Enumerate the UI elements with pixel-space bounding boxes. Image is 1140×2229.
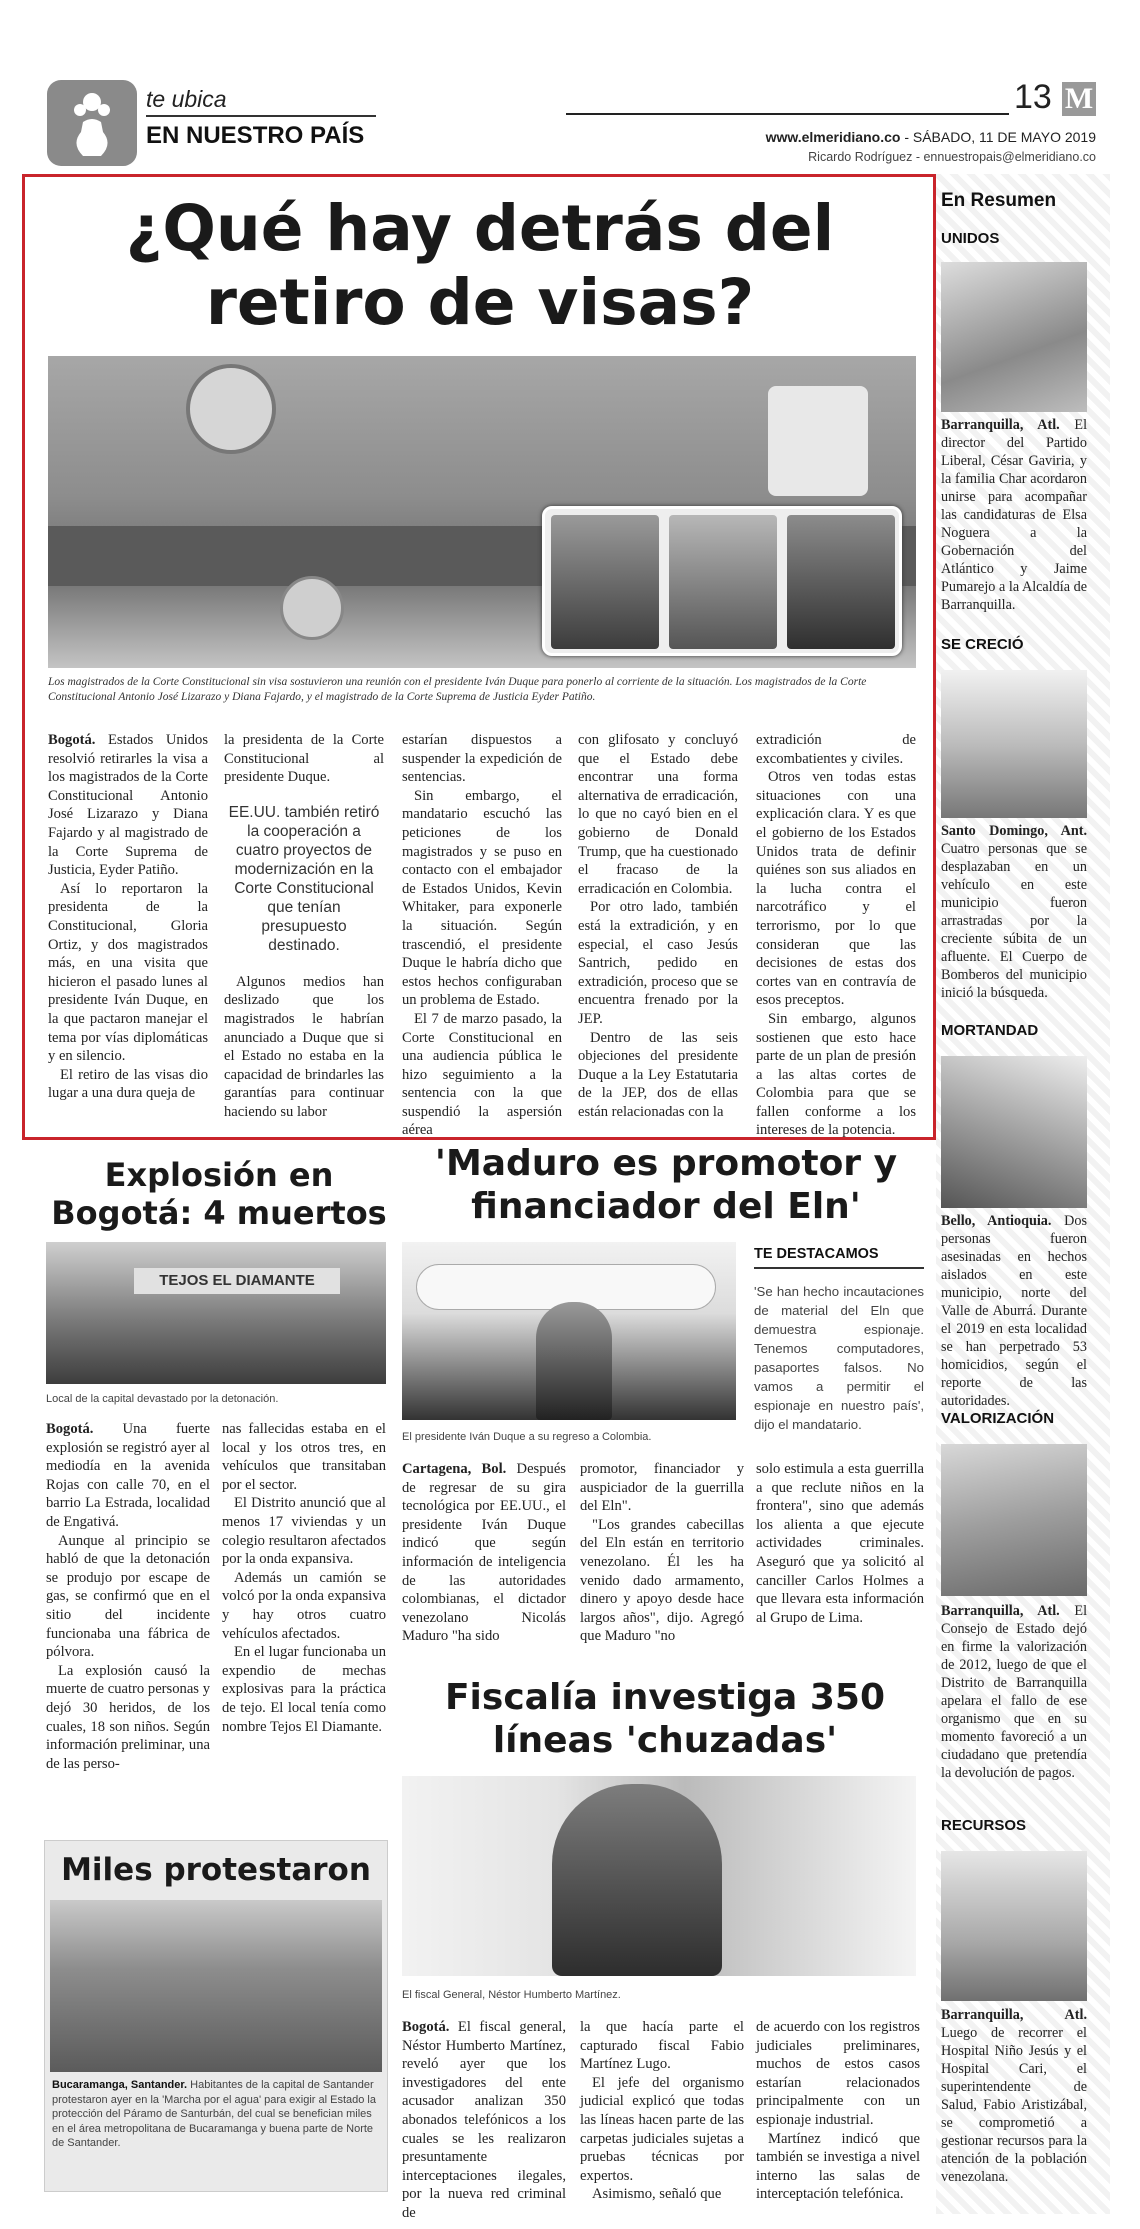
paragraph: Estados Unidos resolvió retirarles la visa a los magistrados de la Corte Constitucional Antonio José Lizarazo y Diana Fajardo y al magistrado de la Corte Suprema de Justicia, Eyder Patiño.: [48, 732, 208, 879]
sidebar-photo-mortandad: [941, 1056, 1087, 1208]
maduro-headline: 'Maduro es promotor y financiador del Eln': [434, 1143, 898, 1227]
sidebar-heading-valorizacion: VALORIZACIÓN: [941, 1410, 1055, 1427]
sidebar-text-unidos: Barranquilla, Atl. El director del Partido Liberal, César Gaviria, y la familia Char acordaron unirse para acompañar las candidaturas de Elsa Noguera a la Gobernación del Atlántico y Jaime Pumarejo a la Alcaldía de Barranquilla.: [941, 417, 1088, 613]
paragraph: con glifosato y concluyó que el Estado debe encontrar una forma alternativa de erradicación, lo que no cayó bien en el gobierno de Donald Trump, que ha cuestionado el fracaso de la erradicación en Colombia.: [578, 732, 738, 897]
paragraph: Por otro lado, también está la extradición, y en especial, el caso Jesús Santrich, pedido en extradición, proceso que se encuentra frenado por la JEP.: [578, 899, 738, 1027]
editor-line: Ricardo Rodríguez - ennuestropais@elmeridiano.co: [808, 150, 1096, 164]
paragraph: El 7 de marzo pasado, la Corte Constitucional en una audiencia pública le hizo seguimiento a la sentencia con la que suspendió la aspersión aérea: [402, 1010, 562, 1139]
section-kicker: te ubica: [146, 86, 227, 112]
paragraph: Asimismo, señaló que: [592, 2186, 722, 2203]
paragraph: la presidenta de la Corte Constitucional al presidente Duque.: [224, 732, 384, 786]
desk-seal: [280, 576, 344, 640]
issue-date: - SÁBADO, 11 DE MAYO 2019: [900, 129, 1096, 145]
pull-quote: EE.UU. también retiró la cooperación a cuatro proyectos de modernización en la Corte Constitucional que tenían presupuesto destinado.: [228, 803, 380, 954]
portrait-patino: [787, 515, 895, 649]
paragraph: nas fallecidas estaba en el local y los otros tres, en vehículos que transitaban por el sector.: [222, 1421, 386, 1493]
site-url[interactable]: www.elmeridiano.co: [765, 129, 901, 145]
explosion-headline: Explosión en Bogotá: 4 muertos: [51, 1156, 387, 1232]
storefront-sign: [134, 1268, 340, 1294]
paragraph: la que hacía parte el capturado fiscal Fabio Martínez Lugo.: [580, 2019, 744, 2073]
main-col-1: [48, 731, 208, 1126]
sidebar-title: En Resumen: [941, 190, 1057, 211]
sidebar-text-se-crecio: Santo Domingo, Ant. Cuatro personas que se desplazaban en un vehículo en este municipio fueron arrastradas por la creciente súbita de un afluente. El Cuerpo de Bomberos del municipio inició la búsqueda.: [941, 823, 1087, 1001]
paragraph: Otros ven todas estas situaciones con una explicación clara. Y es que el gobierno de los Estados Unidos trata de definir quiénes son sus aliados en la lucha contra el narcotráfico y el terrorismo, por lo que consideran que las decisiones de estas dos cortes van en contravía de esos preceptos.: [756, 769, 916, 1009]
maduro-col-2: [580, 1460, 744, 1646]
duque-figure: [536, 1302, 612, 1420]
paragraph: El jefe del organismo judicial explicó que todas las líneas hacen parte de las carpetas judiciales sujetas a pruebas técnicas por expertos.: [580, 2074, 744, 2184]
header-rule: [566, 113, 1009, 115]
caption-text: Habitantes de la capital de Santander protestaron ayer en la 'Marcha por el agua' para exigir al Estado la protección del Páramo de Santurbán, del cual se benefician miles en el área metropolitana de Bucaramanga y buena parte de Norte de Santander.: [52, 2079, 376, 2149]
sidebar-text-mortandad: Bello, Antioquia. Dos personas fueron asesinadas en hechos aislados en este municipio, norte del Valle de Aburrá. Durante el 2019 en esta localidad se han perpetrado 53 homicidios, según el reporte de las autoridades.: [941, 1213, 1087, 1409]
portrait-lizarazo: [551, 515, 659, 649]
dateline-lead: Bogotá.: [402, 2019, 450, 2035]
dateline: [766, 129, 1096, 145]
main-photo: [48, 356, 916, 668]
fiscalia-col-2: [580, 2018, 744, 2214]
dateline-lead: Bogotá.: [46, 1421, 94, 1437]
main-photo-caption: Los magistrados de la Corte Constitucional sin visa sostuvieron una reunión con el presidente Iván Duque para ponerlo al corriente de la situación. Los magistrados de la Corte Constitucional Antonio José Lizarazo y Diana Fajardo, y el magistrado de la Corte Suprema de Justicia Eyder Patiño.: [48, 676, 867, 703]
paragraph: Aunque al principio se habló de que la detonación se produjo por escape de gas, se confirmó que en el sitio del incidente funcionaba una fábrica de pólvora.: [46, 1532, 210, 1661]
sidebar-heading-recursos: RECURSOS: [941, 1817, 1027, 1834]
sidebar-photo-recursos: [941, 1851, 1087, 2001]
sidebar-text-valorizacion: Barranquilla, Atl. El Consejo de Estado dejó en firme la valorización de 2012, luego de que el Distrito de Barranquilla apelara el fallo de ese organismo que en su momento favoreció a un ciudadano que pretendía la devolución de pagos.: [941, 1603, 1088, 1781]
fiscalia-caption: El fiscal General, Néstor Humberto Martínez.: [402, 1989, 621, 2001]
main-col-5: [756, 731, 916, 1139]
court-wall-seal: [186, 364, 276, 454]
paragraph: Sin embargo, el mandatario escuchó las peticiones de los magistrados y se puso en contacto con el embajador de Estados Unidos, Kevin Whitaker, para exponerle la situación. Según trascendió, el presidente Duque le habría dicho que estos hechos configuraban un problema de Estado.: [402, 787, 562, 1009]
paragraph: Después de regresar de su gira tecnológica por EE.UU., el presidente Iván Duque indicó que según información de inteligencia de las autoridades colombianas, el dictador venezolano Nicolás Maduro "ha sido: [402, 1461, 566, 1645]
fiscalia-photo: [402, 1776, 916, 1976]
maduro-photo: [402, 1242, 736, 1420]
explosion-photo: [46, 1242, 386, 1384]
explosion-col-2: [222, 1420, 386, 1823]
paragraph: El retiro de las visas dio lugar a una dura queja de: [48, 1066, 208, 1102]
paragraph: Dentro de las seis objeciones del presidente Duque a la Ley Estatutaria de la JEP, dos de ellas están relacionadas con la: [578, 1029, 738, 1120]
page-number: 13: [1014, 78, 1052, 116]
dateline-lead: Bucaramanga, Santander.: [52, 2079, 188, 2091]
paragraph: "Los grandes cabecillas del Eln están en territorio venezolano. Él les ha venido dado armamento, dinero y apoyo desde hace largos años", dijo. Agregó que Maduro "no: [580, 1516, 744, 1645]
dateline-lead: Bogotá.: [48, 732, 96, 748]
paragraph: La explosión causó la muerte de cuatro personas y dejó 30 heridos, de los cuales, 18 son niños. Según información preliminar, una de las perso-: [46, 1662, 210, 1772]
right-banner-seal: [768, 386, 868, 496]
section-title: EN NUESTRO PAÍS: [146, 122, 365, 149]
explosion-col-1: [46, 1420, 210, 1823]
section-icon: [47, 80, 137, 166]
fiscal-portrait: [552, 1784, 722, 1976]
paragraph: El Distrito anunció que al menos 17 viviendas y un colegio resultaron afectados por la onda expansiva.: [222, 1495, 386, 1568]
sidebar-photo-se-crecio: [941, 670, 1087, 818]
main-col-3: [402, 731, 562, 1139]
sidebar-heading-se-crecio: SE CRECIÓ: [941, 636, 1024, 653]
paragraph: En el lugar funcionaba un expendio de mechas explosivas para la práctica de tejo. El local tenía como nombre Tejos El Diamante.: [222, 1644, 386, 1735]
maduro-caption: El presidente Iván Duque a su regreso a Colombia.: [402, 1431, 652, 1443]
sidebar-heading-unidos: UNIDOS: [941, 230, 1000, 247]
paragraph: Además un camión se volcó por la onda expansiva y hay otros cuatro vehículos afectados.: [222, 1569, 386, 1642]
dateline-lead: Cartagena, Bol.: [402, 1461, 507, 1477]
kicker-underline: [146, 115, 376, 117]
sidebar-heading-mortandad: MORTANDAD: [941, 1022, 1039, 1039]
fiscalia-col-3: [756, 2018, 920, 2214]
paragraph: Una fuerte explosión se registró ayer al mediodía en la avenida Rojas con calle 70, en el barrio La Estrada, localidad de Engativá.: [46, 1421, 210, 1530]
paragraph: Algunos medios han deslizado que los magistrados le habrían anunciado a Duque que si el Estado no estaba en la capacidad de brindarles las garantías para continuar haciendo su labor: [224, 973, 384, 1120]
paragraph: Así lo reportaron la presidenta de la Constitucional, Gloria Ortiz, y dos magistrados más, en una visita que hicieron el pasado lunes al presidente Iván Duque, en la que pactaron manejar el tema por vías diplomáticas y en silencio.: [48, 880, 208, 1065]
highlight-box-quote: 'Se han hecho incautaciones de material del Eln que demuestra espionaje. Tenemos computadores, pasaportes falsos. No vamos a permitir el espionaje en nuestro país', dijo el mandatario.: [754, 1284, 924, 1432]
protest-headline: Miles protestaron: [61, 1852, 371, 1888]
paragraph: estarían dispuestos a suspender la expedición de sentencias.: [402, 732, 562, 786]
sidebar-text-recursos: Barranquilla, Atl. Luego de recorrer el Hospital Niño Jesús y el Hospital Cari, el superintendente de Salud, Fabio Aristizábal, se comprometió a gestionar recursos para la atención de la población venezolana.: [941, 2007, 1087, 2185]
storefront-sign-text: TEJOS EL DIAMANTE: [159, 1272, 315, 1289]
fiscalia-headline: Fiscalía investiga 350 líneas 'chuzadas': [444, 1677, 886, 1761]
explosion-caption: Local de la capital devastado por la detonación.: [46, 1393, 279, 1405]
highlight-box-heading: TE DESTACAMOS: [754, 1246, 879, 1262]
vase-icon: [47, 80, 137, 166]
portrait-fajardo: [669, 515, 777, 649]
paragraph: Sin embargo, algunos sostienen que esto hace parte de un plan de presión a las altas cortes de Colombia para que se fallen conforme a los intereses de la potencia.: [756, 1010, 916, 1139]
sidebar-photo-valorizacion: [941, 1444, 1087, 1596]
sidebar-photo-unidos: [941, 262, 1087, 412]
paragraph: solo estimula a esta guerrilla a que reclute niños en la frontera", sino que además los alienta a que ejecute actividades criminales. Aseguró que ya solicitó al canciller Carlos Holmes a que llevara esta información al Grupo de Lima.: [756, 1461, 924, 1626]
main-col-2: [224, 731, 384, 1126]
highlight-box-rule: [754, 1267, 924, 1269]
protest-caption: [52, 2078, 382, 2186]
paragraph: El fiscal general, Néstor Humberto Martínez, reveló ayer que los investigadores del ente acusador analizan 350 abonados telefónicos a los cuales se les realizaron presuntamente interceptaciones ilegales, por la nueva red criminal de: [402, 2019, 566, 2221]
main-col-4: [578, 731, 738, 1126]
paragraph: extradición de excombatientes y civiles.: [756, 732, 916, 767]
brand-logo-letter: M: [1064, 82, 1094, 115]
main-headline: ¿Qué hay detrás del retiro de visas?: [125, 192, 835, 339]
paragraph: Martínez indicó que también se investiga a nivel interno las salas de interceptación telefónica.: [756, 2130, 920, 2203]
paragraph: de acuerdo con los registros judiciales preliminares, muchos de estos casos estarían relacionados principalmente con un espionaje industrial.: [756, 2019, 920, 2128]
maduro-col-3: [756, 1460, 924, 1646]
paragraph: promotor, financiador y auspiciador de la guerrilla del Eln".: [580, 1461, 744, 1515]
portrait-inset: [542, 506, 902, 656]
fiscalia-col-1: [402, 2018, 566, 2221]
brand-logo: [1062, 82, 1096, 116]
protest-photo: [50, 1900, 382, 2072]
maduro-col-1: [402, 1460, 566, 1646]
